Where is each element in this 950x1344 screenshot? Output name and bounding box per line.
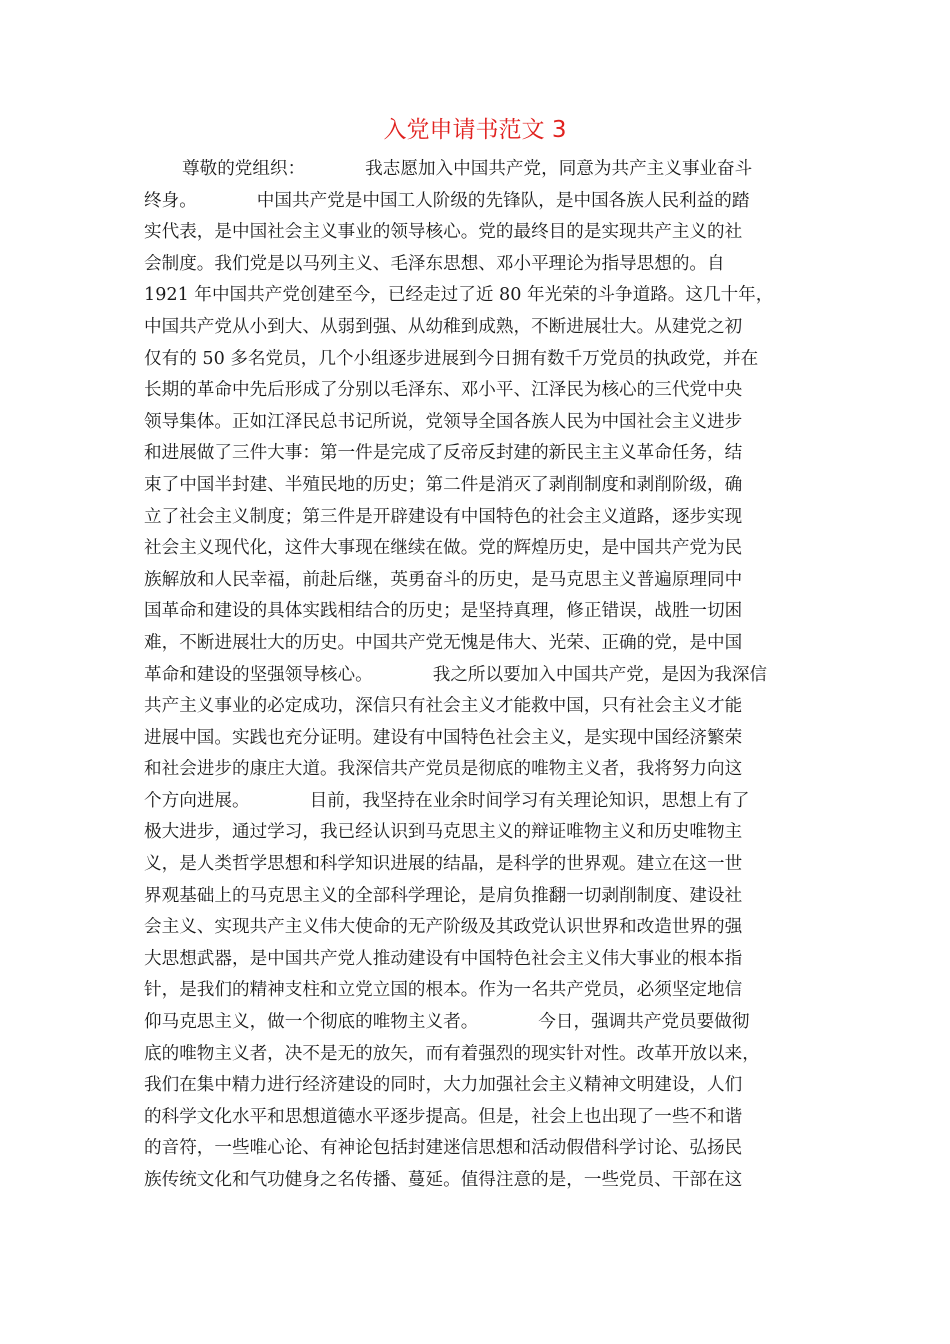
text-line bbox=[144, 817, 814, 849]
text-segment: 的科学文化水平和思想道德水平逐步提高。但是，社会上也出现了一些不和谐 bbox=[144, 1106, 743, 1127]
text-segment: 仰马克思主义，做一个彻底的唯物主义者。 bbox=[144, 1012, 479, 1033]
document-title: 入党申请书范文 3 bbox=[383, 117, 567, 143]
text-line bbox=[144, 344, 814, 376]
text-segment: 族解放和人民幸福，前赴后继，英勇奋斗的历史，是马克思主义普遍原理同中 bbox=[144, 569, 743, 590]
text-segment: 个方向进展。 bbox=[144, 790, 250, 811]
text-segment: 义，是人类哲学思想和科学知识进展的结晶，是科学的世界观。建立在这一世 bbox=[144, 854, 743, 875]
text-line bbox=[144, 533, 814, 565]
text-segment: 社会主义现代化，这件大事现在继续在做。党的辉煌历史，是中国共产党为民 bbox=[144, 538, 743, 559]
text-line bbox=[144, 944, 814, 976]
text-segment: 尊敬的党组织： bbox=[182, 159, 306, 179]
text-segment: 1921 年中国共产党创建至今，已经走过了近 80 年光荣的斗争道路。这几十年， bbox=[144, 285, 774, 306]
text-segment: 极大进步，通过学习，我已经认识到马克思主义的辩证唯物主义和历史唯物主 bbox=[144, 822, 743, 843]
text-line bbox=[144, 217, 814, 249]
text-line bbox=[144, 691, 814, 723]
text-segment: 族传统文化和气功健身之名传播、蔓延。值得注意的是，一些党员、干部在这 bbox=[144, 1170, 743, 1190]
text-line bbox=[144, 1133, 814, 1165]
text-line bbox=[144, 565, 814, 597]
text-segment: 我们在集中精力进行经济建设的同时，大力加强社会主义精神文明建设，人们 bbox=[144, 1075, 743, 1096]
text-line bbox=[144, 723, 814, 755]
text-segment: 会制度。我们党是以马列主义、毛泽东思想、邓小平理论为指导思想的。自 bbox=[144, 253, 725, 274]
text-segment: 和社会进步的康庄大道。我深信共产党员是彻底的唯物主义者，我将努力向这 bbox=[144, 759, 743, 780]
text-line bbox=[144, 312, 814, 344]
text-segment: 大思想武器，是中国共产党人推动建设有中国特色社会主义伟大事业的根本指 bbox=[144, 948, 743, 969]
text-line bbox=[144, 375, 814, 407]
text-line bbox=[144, 280, 814, 312]
text-line bbox=[144, 186, 814, 218]
text-segment: 和进展做了三件大事：第一件是完成了反帝反封建的新民主主义革命任务，结 bbox=[144, 443, 743, 464]
text-segment: 领导集体。正如江泽民总书记所说，党领导全国各族人民为中国社会主义进步 bbox=[144, 411, 743, 432]
text-segment: 目前，我坚持在业余时间学习有关理论知识，思想上有了 bbox=[309, 790, 750, 811]
text-segment: 革命和建设的坚强领导核心。 bbox=[144, 664, 373, 685]
text-segment: 的音符，一些唯心论、有神论包括封建迷信思想和活动假借科学讨论、弘扬民 bbox=[144, 1138, 743, 1159]
text-line bbox=[144, 786, 814, 818]
text-segment: 中国共产党是中国工人阶级的先锋队，是中国各族人民利益的踏 bbox=[256, 190, 750, 211]
text-segment: 立了社会主义制度；第三件是开辟建设有中国特色的社会主义道路，逐步实现 bbox=[144, 506, 743, 527]
text-line bbox=[144, 660, 814, 692]
text-line bbox=[144, 407, 814, 439]
text-segment: 进展中国。实践也充分证明。建设有中国特色社会主义，是实现中国经济繁荣 bbox=[144, 727, 743, 748]
text-segment: 界观基础上的马克思主义的全部科学理论，是肩负推翻一切剥削制度、建设社 bbox=[144, 885, 743, 906]
text-segment: 底的唯物主义者，决不是无的放矢，而有着强烈的现实针对性。改革开放以来， bbox=[144, 1043, 760, 1064]
text-segment: 针，是我们的精神支柱和立党立国的根本。作为一名共产党员，必须坚定地信 bbox=[144, 980, 743, 1001]
text-segment: 长期的革命中先后形成了分别以毛泽东、邓小平、江泽民为核心的三代党中央 bbox=[144, 380, 743, 401]
text-segment: 束了中国半封建、半殖民地的历史；第二件是消灭了剥削制度和剥削阶级，确 bbox=[144, 474, 743, 495]
text-line bbox=[144, 154, 814, 186]
document-body bbox=[144, 154, 814, 1197]
text-segment: 今日，强调共产党员要做彻 bbox=[538, 1012, 750, 1033]
text-line bbox=[144, 849, 814, 881]
text-line bbox=[144, 1165, 814, 1197]
text-segment: 国革命和建设的具体实践相结合的历史；是坚持真理，修正错误，战胜一切困 bbox=[144, 601, 743, 622]
text-line bbox=[144, 470, 814, 502]
text-segment: 中国共产党从小到大、从弱到强、从幼稚到成熟，不断进展壮大。从建党之初 bbox=[144, 316, 743, 337]
text-line bbox=[144, 502, 814, 534]
text-line bbox=[144, 1102, 814, 1134]
text-segment: 我志愿加入中国共产党，同意为共产主义事业奋斗 bbox=[365, 159, 753, 179]
text-segment: 共产主义事业的必定成功，深信只有社会主义才能救中国，只有社会主义才能 bbox=[144, 696, 743, 717]
text-line bbox=[144, 1070, 814, 1102]
text-line bbox=[144, 881, 814, 913]
text-line bbox=[144, 912, 814, 944]
text-line bbox=[144, 249, 814, 281]
text-line bbox=[144, 1039, 814, 1071]
text-line bbox=[144, 596, 814, 628]
text-line bbox=[144, 628, 814, 660]
text-line bbox=[144, 754, 814, 786]
text-line bbox=[144, 438, 814, 470]
text-segment: 难，不断进展壮大的历史。中国共产党无愧是伟大、光荣、正确的党，是中国 bbox=[144, 632, 743, 653]
text-line bbox=[144, 975, 814, 1007]
text-segment: 终身。 bbox=[144, 190, 197, 211]
text-segment: 我之所以要加入中国共产党，是因为我深信 bbox=[432, 664, 768, 685]
text-segment: 会主义、实现共产主义伟大使命的无产阶级及其政党认识世界和改造世界的强 bbox=[144, 917, 743, 938]
text-segment: 仅有的 50 多名党员，几个小组逐步进展到今日拥有数千万党员的执政党，并在 bbox=[144, 348, 759, 369]
text-line bbox=[144, 1007, 814, 1039]
text-segment: 实代表，是中国社会主义事业的领导核心。党的最终目的是实现共产主义的社 bbox=[144, 222, 743, 243]
